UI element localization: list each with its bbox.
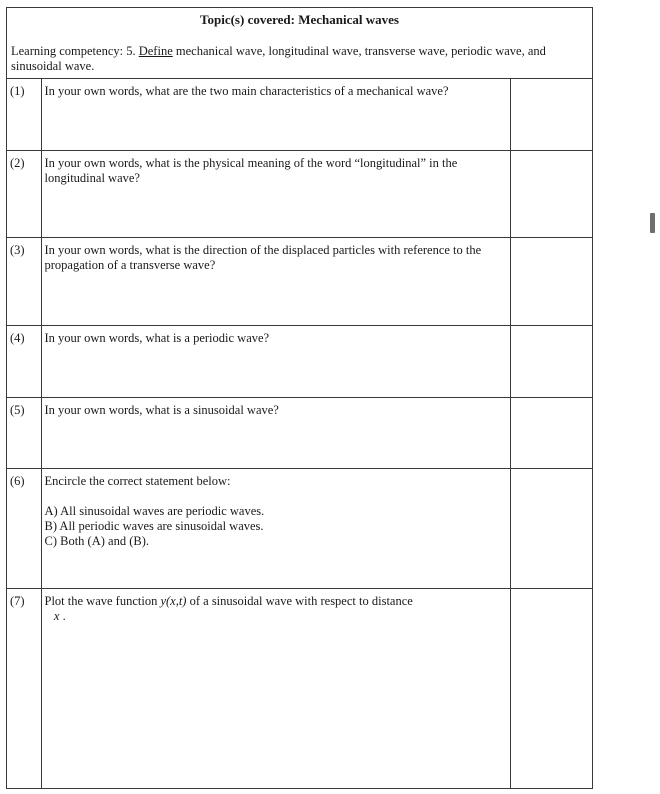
question-number: (7) (7, 589, 41, 789)
question-text-before: Plot the wave function (44, 594, 161, 608)
question-text-with-options (41, 469, 510, 589)
question-text: Encircle the correct statement below: (44, 474, 231, 488)
question-row-1 (7, 79, 593, 151)
option-c[interactable]: C) Both (A) and (B). (44, 534, 149, 548)
answer-cell[interactable] (510, 79, 593, 151)
answer-cell[interactable] (510, 469, 593, 589)
option-b[interactable]: B) All periodic waves are sinusoidal waves. (44, 519, 264, 533)
question-text (41, 589, 510, 789)
competency-rest: mechanical wave, longitudinal wave, transverse wave, periodic wave, and sinusoidal wave. (11, 44, 546, 73)
question-number: (6) (7, 469, 41, 589)
question-row-6 (7, 469, 593, 589)
competency-prefix: Learning competency: 5. (11, 44, 139, 58)
scrollbar-thumb[interactable] (650, 213, 655, 233)
question-text: In your own words, what is a periodic wave? (41, 326, 510, 398)
question-period: . (59, 609, 66, 623)
worksheet (6, 7, 593, 789)
question-row-4 (7, 326, 593, 398)
question-number: (2) (7, 151, 41, 238)
math-function: y(x,t) (160, 594, 187, 608)
answer-cell[interactable] (510, 238, 593, 326)
option-a[interactable]: A) All sinusoidal waves are periodic waves. (44, 504, 265, 518)
answer-cell[interactable] (510, 326, 593, 398)
answer-cell[interactable] (510, 589, 593, 789)
learning-competency (11, 44, 581, 74)
question-text: In your own words, what is the direction of the displaced particles with reference to the propagation of a transverse wave? (41, 238, 510, 326)
topic-heading: Topic(s) covered: Mechanical waves (200, 12, 399, 27)
question-text: In your own words, what are the two main characteristics of a mechanical wave? (41, 79, 510, 151)
answer-cell[interactable] (510, 398, 593, 469)
question-row-5 (7, 398, 593, 469)
question-text-after: of a sinusoidal wave with respect to distance (186, 594, 413, 608)
question-number: (4) (7, 326, 41, 398)
answer-cell[interactable] (510, 151, 593, 238)
question-row-7 (7, 589, 593, 789)
question-text: In your own words, what is the physical meaning of the word “longitudinal” in the longitudinal wave? (41, 151, 510, 238)
question-number: (5) (7, 398, 41, 469)
competency-verb: Define (138, 44, 173, 58)
question-number: (3) (7, 238, 41, 326)
question-text: In your own words, what is a sinusoidal wave? (41, 398, 510, 469)
math-variable: x (53, 609, 60, 623)
question-row-2 (7, 151, 593, 238)
question-number: (1) (7, 79, 41, 151)
question-row-3 (7, 238, 593, 326)
questions-table (7, 78, 593, 789)
